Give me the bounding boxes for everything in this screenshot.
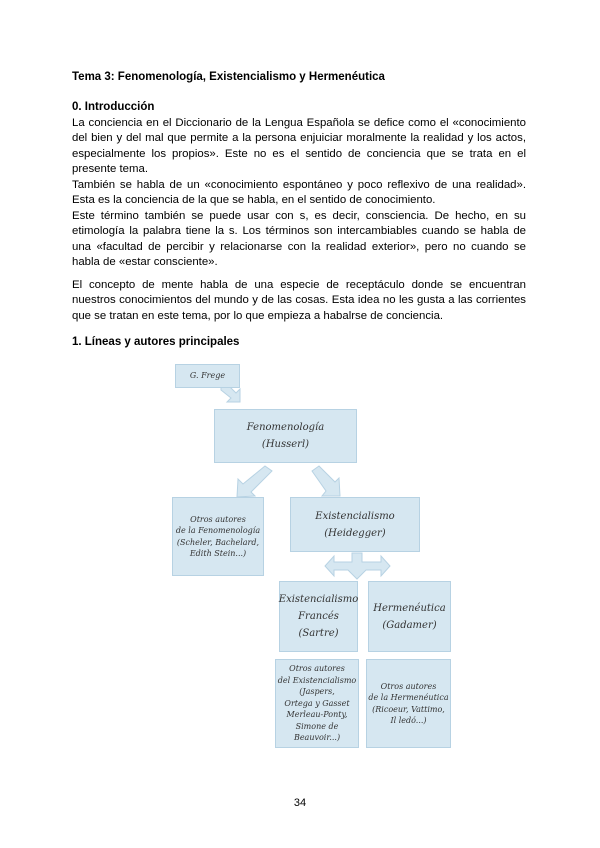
arrow-fenomenologia-otros bbox=[237, 466, 272, 497]
arrow-existencialismo-split bbox=[325, 553, 390, 579]
intro-paragraph-1: La conciencia en el Diccionario de la Lengua Española se defice como el «conocimiento del bien y del mal que permite a la persona enjuiciar moralmente la realidad y los actos, especialmente los propios». Este no es el sentido de conciencia que se trata en el presente tema. bbox=[72, 117, 526, 176]
document-title: Tema 3: Fenomenología, Existencialismo y Hermenéutica bbox=[72, 71, 385, 83]
section1-heading: 1. Líneas y autores principales bbox=[72, 336, 240, 348]
otros-existencialismo-box: Otros autores del Existencialismo (Jaspers, Ortega y Gasset Merleau-Ponty, Simone de Beauvoir...) bbox=[275, 659, 359, 748]
frege-box: G. Frege bbox=[175, 364, 240, 388]
intro-paragraph-4: El concepto de mente habla de una especie de receptáculo donde se encuentran nuestros conocimientos del mundo y de las cosas. Esta idea no les gusta a las corrientes que se tratan en este tema, por lo que empieza a habalrse de conciencia. bbox=[72, 279, 526, 322]
existencialismo-frances-box: Existencialismo Francés (Sartre) bbox=[279, 581, 358, 652]
otros-hermeneutica-box: Otros autores de la Hermenéutica (Ricoeur, Vattimo, Il ledó...) bbox=[366, 659, 451, 748]
intro-heading: 0. Introducción bbox=[72, 101, 155, 113]
arrow-fenomenologia-existencialismo bbox=[312, 466, 340, 496]
arrow-frege-fenomenologia bbox=[221, 386, 240, 402]
intro-paragraph-3: Este término también se puede usar con s, es decir, consciencia. De hecho, en su etimología la palabra tiene la s. Los términos son intercambiables cuando se habla de una «facultad de percibir y relacionarse con la realidad exterior», pero no cuando se habla de «estar consciente». bbox=[72, 210, 526, 269]
otros-fenomenologia-box: Otros autores de la Fenomenología (Scheler, Bachelard, Edith Stein...) bbox=[172, 497, 264, 576]
page-number: 34 bbox=[293, 797, 307, 809]
hermeneutica-box: Hermenéutica (Gadamer) bbox=[368, 581, 451, 652]
existencialismo-box: Existencialismo (Heidegger) bbox=[290, 497, 420, 552]
fenomenologia-box: Fenomenología (Husserl) bbox=[214, 409, 357, 463]
intro-paragraph-2: También se habla de un «conocimiento espontáneo y poco reflexivo de una realidad». Esta es la conciencia de la que se habla, en el sentido de conocimiento. bbox=[72, 179, 526, 207]
